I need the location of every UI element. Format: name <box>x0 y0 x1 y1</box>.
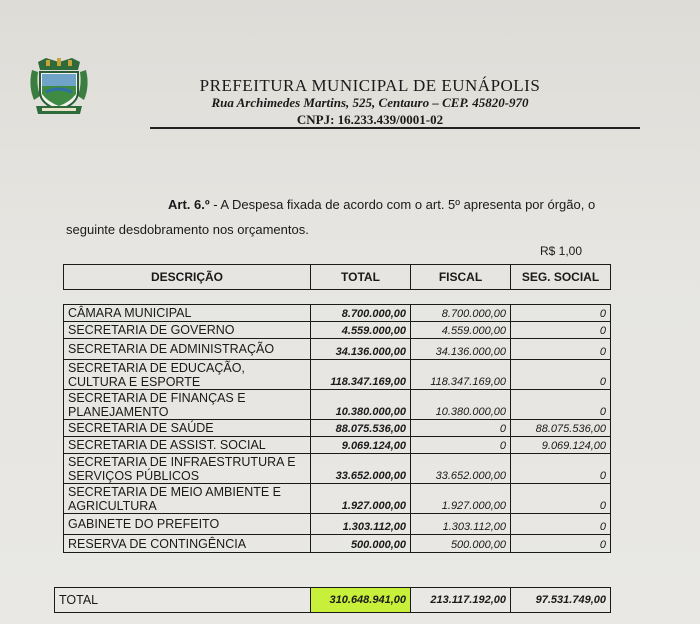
row-total: 88.075.536,00 <box>311 420 411 437</box>
col-header-social: SEG. SOCIAL <box>511 265 611 290</box>
table-row <box>64 454 611 484</box>
table-row <box>64 360 611 390</box>
row-total: 500.000,00 <box>311 535 411 553</box>
table-body <box>63 304 611 553</box>
row-social: 0 <box>511 339 611 360</box>
row-fiscal: 10.380.000,00 <box>411 390 511 420</box>
municipal-crest-logo <box>24 56 94 118</box>
col-header-total: TOTAL <box>311 265 411 290</box>
row-fiscal: 500.000,00 <box>411 535 511 553</box>
table-row <box>64 514 611 535</box>
row-fiscal: 1.927.000,00 <box>411 484 511 514</box>
row-total: 1.303.112,00 <box>311 514 411 535</box>
article-line-2: seguinte desdobramento nos orçamentos. <box>66 222 309 237</box>
table-row <box>64 535 611 553</box>
row-social: 0 <box>511 514 611 535</box>
row-social: 0 <box>511 390 611 420</box>
row-social: 0 <box>511 484 611 514</box>
row-social: 0 <box>511 360 611 390</box>
table-row <box>64 305 611 322</box>
header-address: Rua Archimedes Martins, 525, Centauro – CEP. 45820-970 <box>211 95 529 110</box>
row-total: 9.069.124,00 <box>311 437 411 454</box>
row-fiscal: 118.347.169,00 <box>411 360 511 390</box>
row-description: SECRETARIA DE GOVERNO <box>64 322 311 339</box>
row-total: 4.559.000,00 <box>311 322 411 339</box>
article-number: Art. 6.º <box>168 197 210 212</box>
row-fiscal: 1.303.112,00 <box>411 514 511 535</box>
row-fiscal: 8.700.000,00 <box>411 305 511 322</box>
row-social: 88.075.536,00 <box>511 420 611 437</box>
header-cnpj: CNPJ: 16.233.439/0001-02 <box>296 112 444 127</box>
row-fiscal: 34.136.000,00 <box>411 339 511 360</box>
row-total: 33.652.000,00 <box>311 454 411 484</box>
row-description: CÂMARA MUNICIPAL <box>64 305 311 322</box>
row-total: 10.380.000,00 <box>311 390 411 420</box>
row-description: SECRETARIA DE EDUCAÇÃO, CULTURA E ESPORTE <box>64 360 311 390</box>
currency-note: R$ 1,00 <box>540 244 583 258</box>
row-total: 1.927.000,00 <box>311 484 411 514</box>
row-fiscal: 0 <box>411 420 511 437</box>
total-social: 97.531.749,00 <box>511 588 611 613</box>
row-social: 0 <box>511 322 611 339</box>
table-row <box>64 420 611 437</box>
row-total: 34.136.000,00 <box>311 339 411 360</box>
row-social: 0 <box>511 535 611 553</box>
row-description: SECRETARIA DE ADMINISTRAÇÃO <box>64 339 311 360</box>
row-description: SECRETARIA DE SAÚDE <box>64 420 311 437</box>
total-label: TOTAL <box>55 588 311 613</box>
header-title: PREFEITURA MUNICIPAL DE EUNÁPOLIS <box>199 76 541 95</box>
article-text-1: - A Despesa fixada de acordo com o art. 5º apresenta por órgão, o <box>209 197 596 212</box>
total-total: 310.648.941,00 <box>311 588 411 613</box>
total-row <box>55 588 611 613</box>
total-fiscal: 213.117.192,00 <box>411 588 511 613</box>
row-total: 8.700.000,00 <box>311 305 411 322</box>
row-description: SECRETARIA DE ASSIST. SOCIAL <box>64 437 311 454</box>
header-divider <box>150 127 640 129</box>
row-description: SECRETARIA DE MEIO AMBIENTE E AGRICULTURA <box>64 484 311 514</box>
row-social: 9.069.124,00 <box>511 437 611 454</box>
row-description: SECRETARIA DE FINANÇAS E PLANEJAMENTO <box>64 390 311 420</box>
table-row <box>64 390 611 420</box>
table-header <box>63 264 611 290</box>
row-social: 0 <box>511 454 611 484</box>
row-description: SECRETARIA DE INFRAESTRUTURA E SERVIÇOS PÚBLICOS <box>64 454 311 484</box>
row-fiscal: 33.652.000,00 <box>411 454 511 484</box>
table-total <box>54 587 611 613</box>
row-fiscal: 0 <box>411 437 511 454</box>
col-header-description: DESCRIÇÃO <box>64 265 311 290</box>
article-line-1 <box>168 197 700 212</box>
col-header-fiscal: FISCAL <box>411 265 511 290</box>
table-row <box>64 339 611 360</box>
table-row <box>64 484 611 514</box>
row-fiscal: 4.559.000,00 <box>411 322 511 339</box>
table-row <box>64 322 611 339</box>
table-row <box>64 437 611 454</box>
row-total: 118.347.169,00 <box>311 360 411 390</box>
row-social: 0 <box>511 305 611 322</box>
row-description: RESERVA DE CONTINGÊNCIA <box>64 535 311 553</box>
row-description: GABINETE DO PREFEITO <box>64 514 311 535</box>
